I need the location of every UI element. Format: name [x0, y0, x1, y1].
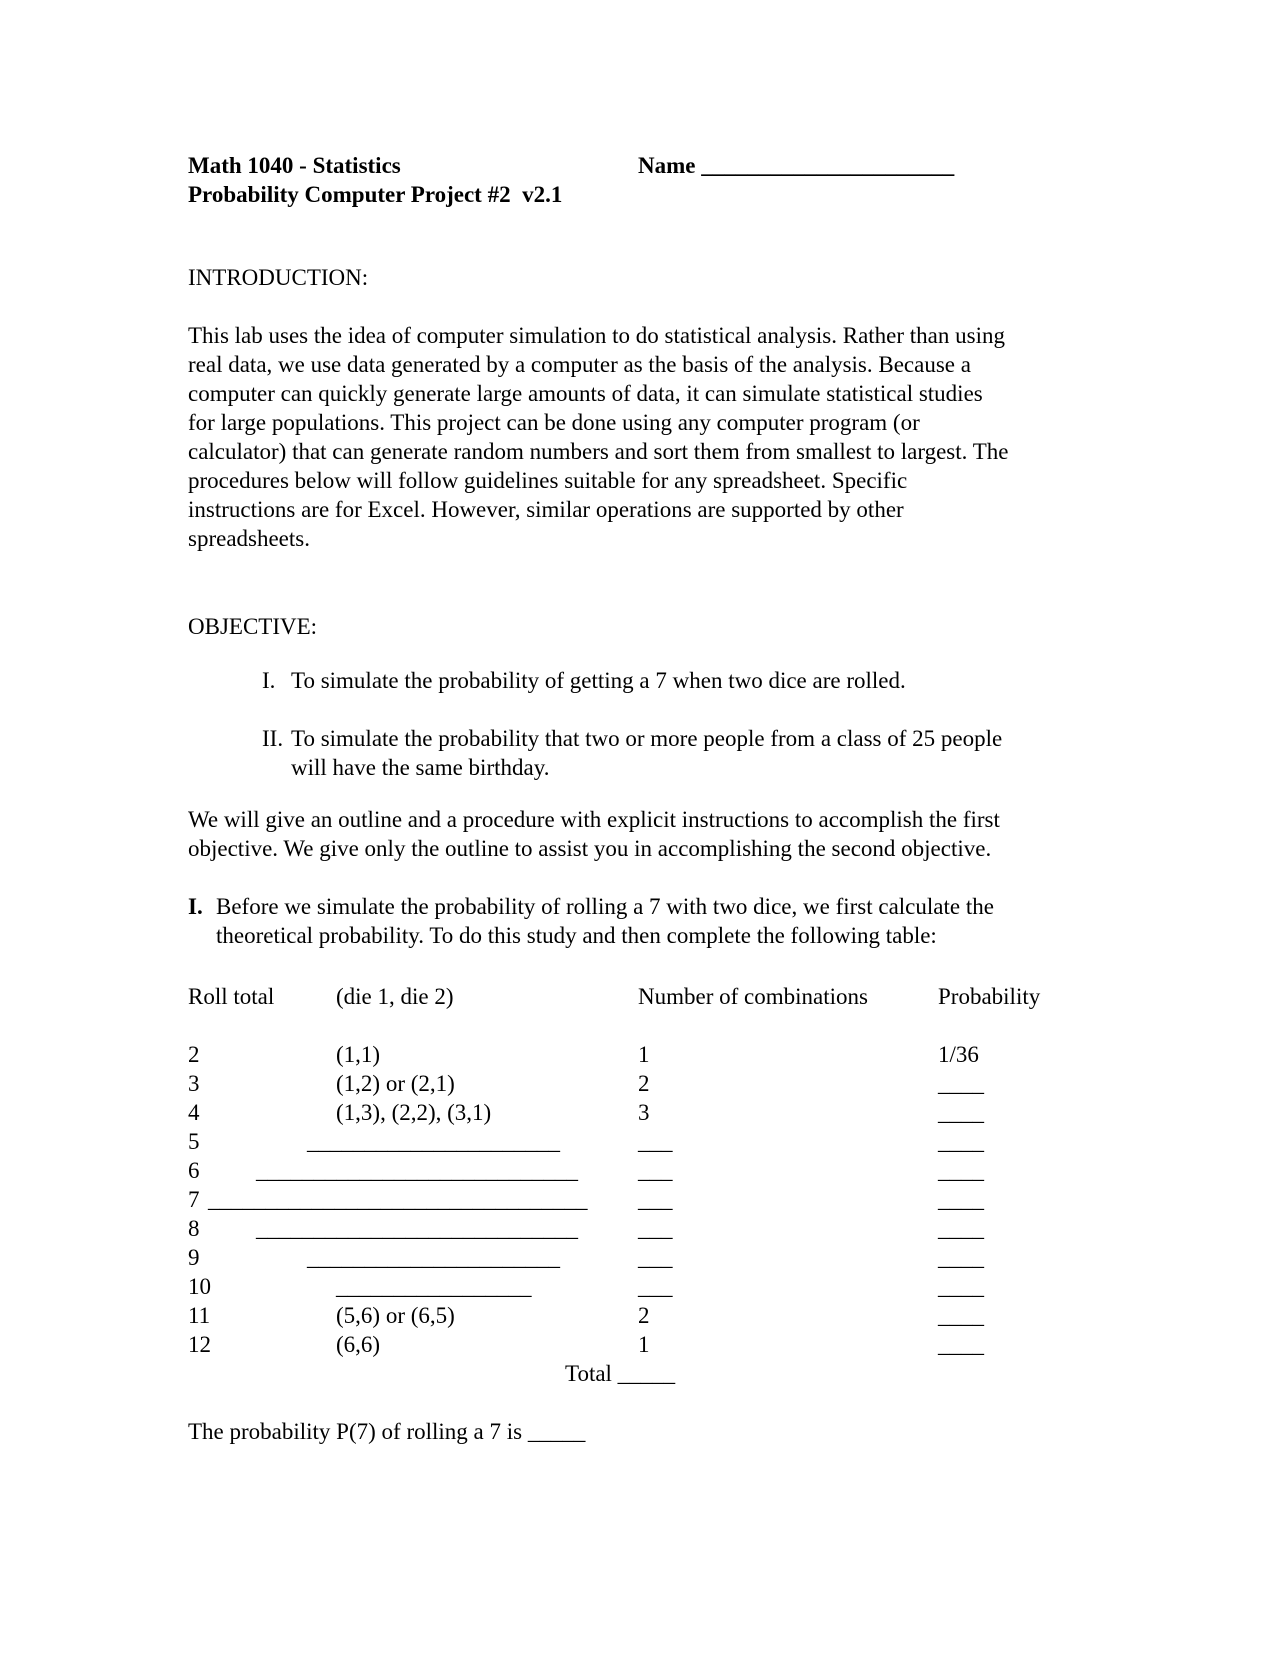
outline-line: objective. We give only the outline to assist you in accomplishing the second objective. — [188, 836, 992, 861]
row-total: 3 — [188, 1071, 200, 1096]
objective-item-numeral: I. — [262, 668, 276, 693]
row-count: 3 — [638, 1100, 650, 1125]
table-header-roll-total: Roll total — [188, 984, 275, 1009]
row-pairs: (5,6) or (6,5) — [336, 1303, 455, 1328]
row-total: 8 — [188, 1216, 200, 1241]
row-pairs-blank[interactable]: ______________________ — [307, 1245, 560, 1270]
row-count: 1 — [638, 1042, 650, 1067]
introduction-line: spreadsheets. — [188, 526, 310, 551]
course-title: Math 1040 - Statistics — [188, 153, 401, 178]
row-count-blank[interactable]: ___ — [638, 1216, 673, 1241]
row-pairs-blank[interactable]: _________________ — [336, 1274, 532, 1299]
row-total: 6 — [188, 1158, 200, 1183]
table-header-dice-pairs: (die 1, die 2) — [336, 984, 454, 1009]
row-probability-blank[interactable]: ____ — [938, 1274, 984, 1299]
introduction-line: instructions are for Excel. However, similar operations are supported by other — [188, 497, 904, 522]
row-total: 11 — [188, 1303, 211, 1328]
row-probability-blank[interactable]: ____ — [938, 1100, 984, 1125]
row-count-blank[interactable]: ___ — [638, 1187, 673, 1212]
part-one-text: Before we simulate the probability of rolling a 7 with two dice, we first calculate the — [216, 894, 994, 919]
part-one-text: theoretical probability. To do this study and then complete the following table: — [216, 923, 937, 948]
part-one-numeral: I. — [188, 894, 203, 919]
row-total: 9 — [188, 1245, 200, 1270]
objective-heading: OBJECTIVE: — [188, 614, 318, 639]
row-total: 5 — [188, 1129, 200, 1154]
objective-item-text: will have the same birthday. — [291, 755, 550, 780]
outline-line: We will give an outline and a procedure with explicit instructions to accomplish the first — [188, 807, 1000, 832]
objective-item-numeral: II. — [262, 726, 284, 751]
row-pairs: (6,6) — [336, 1332, 381, 1357]
row-probability-blank[interactable]: ____ — [938, 1216, 984, 1241]
table-total[interactable]: Total _____ — [565, 1361, 676, 1386]
row-probability-blank[interactable]: ____ — [938, 1303, 984, 1328]
conclusion-line[interactable]: The probability P(7) of rolling a 7 is _____ — [188, 1419, 586, 1444]
table-header-combinations: Number of combinations — [638, 984, 868, 1009]
row-total: 2 — [188, 1042, 200, 1067]
introduction-line: This lab uses the idea of computer simulation to do statistical analysis. Rather than using — [188, 323, 1005, 348]
name-field[interactable]: Name ______________________ — [638, 153, 955, 178]
table-header-probability: Probability — [938, 984, 1041, 1009]
row-pairs: (1,3), (2,2), (3,1) — [336, 1100, 492, 1125]
row-probability-blank[interactable]: ____ — [938, 1158, 984, 1183]
row-probability: 1/36 — [938, 1042, 979, 1067]
row-total: 10 — [188, 1274, 211, 1299]
objective-item-text: To simulate the probability that two or more people from a class of 25 people — [291, 726, 1003, 751]
row-pairs-blank[interactable]: ____________________________ — [256, 1216, 578, 1241]
outline-paragraph — [188, 805, 1088, 863]
row-pairs-blank[interactable]: _________________________________ — [208, 1187, 588, 1212]
row-pairs: (1,2) or (2,1) — [336, 1071, 455, 1096]
objective-item-text: To simulate the probability of getting a 7 when two dice are rolled. — [291, 668, 906, 693]
row-probability-blank[interactable]: ____ — [938, 1332, 984, 1357]
introduction-heading: INTRODUCTION: — [188, 265, 369, 290]
row-pairs-blank[interactable]: ______________________ — [307, 1129, 560, 1154]
row-total: 7 — [188, 1187, 200, 1212]
row-count: 1 — [638, 1332, 650, 1357]
row-total: 12 — [188, 1332, 211, 1357]
row-probability-blank[interactable]: ____ — [938, 1187, 984, 1212]
row-count-blank[interactable]: ___ — [638, 1274, 673, 1299]
introduction-line: real data, we use data generated by a computer as the basis of the analysis. Because a — [188, 352, 971, 377]
row-count: 2 — [638, 1071, 650, 1096]
row-probability-blank[interactable]: ____ — [938, 1245, 984, 1270]
row-probability-blank[interactable]: ____ — [938, 1071, 984, 1096]
introduction-line: procedures below will follow guidelines suitable for any spreadsheet. Specific — [188, 468, 908, 493]
row-pairs: (1,1) — [336, 1042, 381, 1067]
introduction-line: for large populations. This project can be done using any computer program (or — [188, 410, 920, 435]
row-count-blank[interactable]: ___ — [638, 1245, 673, 1270]
row-count-blank[interactable]: ___ — [638, 1158, 673, 1183]
row-total: 4 — [188, 1100, 200, 1125]
row-pairs-blank[interactable]: ____________________________ — [256, 1158, 578, 1183]
introduction-line: calculator) that can generate random numbers and sort them from smallest to largest. The — [188, 439, 1009, 464]
project-title: Probability Computer Project #2 v2.1 — [188, 182, 563, 207]
row-count: 2 — [638, 1303, 650, 1328]
row-probability-blank[interactable]: ____ — [938, 1129, 984, 1154]
introduction-line: computer can quickly generate large amounts of data, it can simulate statistical studies — [188, 381, 983, 406]
row-count-blank[interactable]: ___ — [638, 1129, 673, 1154]
introduction-paragraph — [188, 321, 1088, 553]
